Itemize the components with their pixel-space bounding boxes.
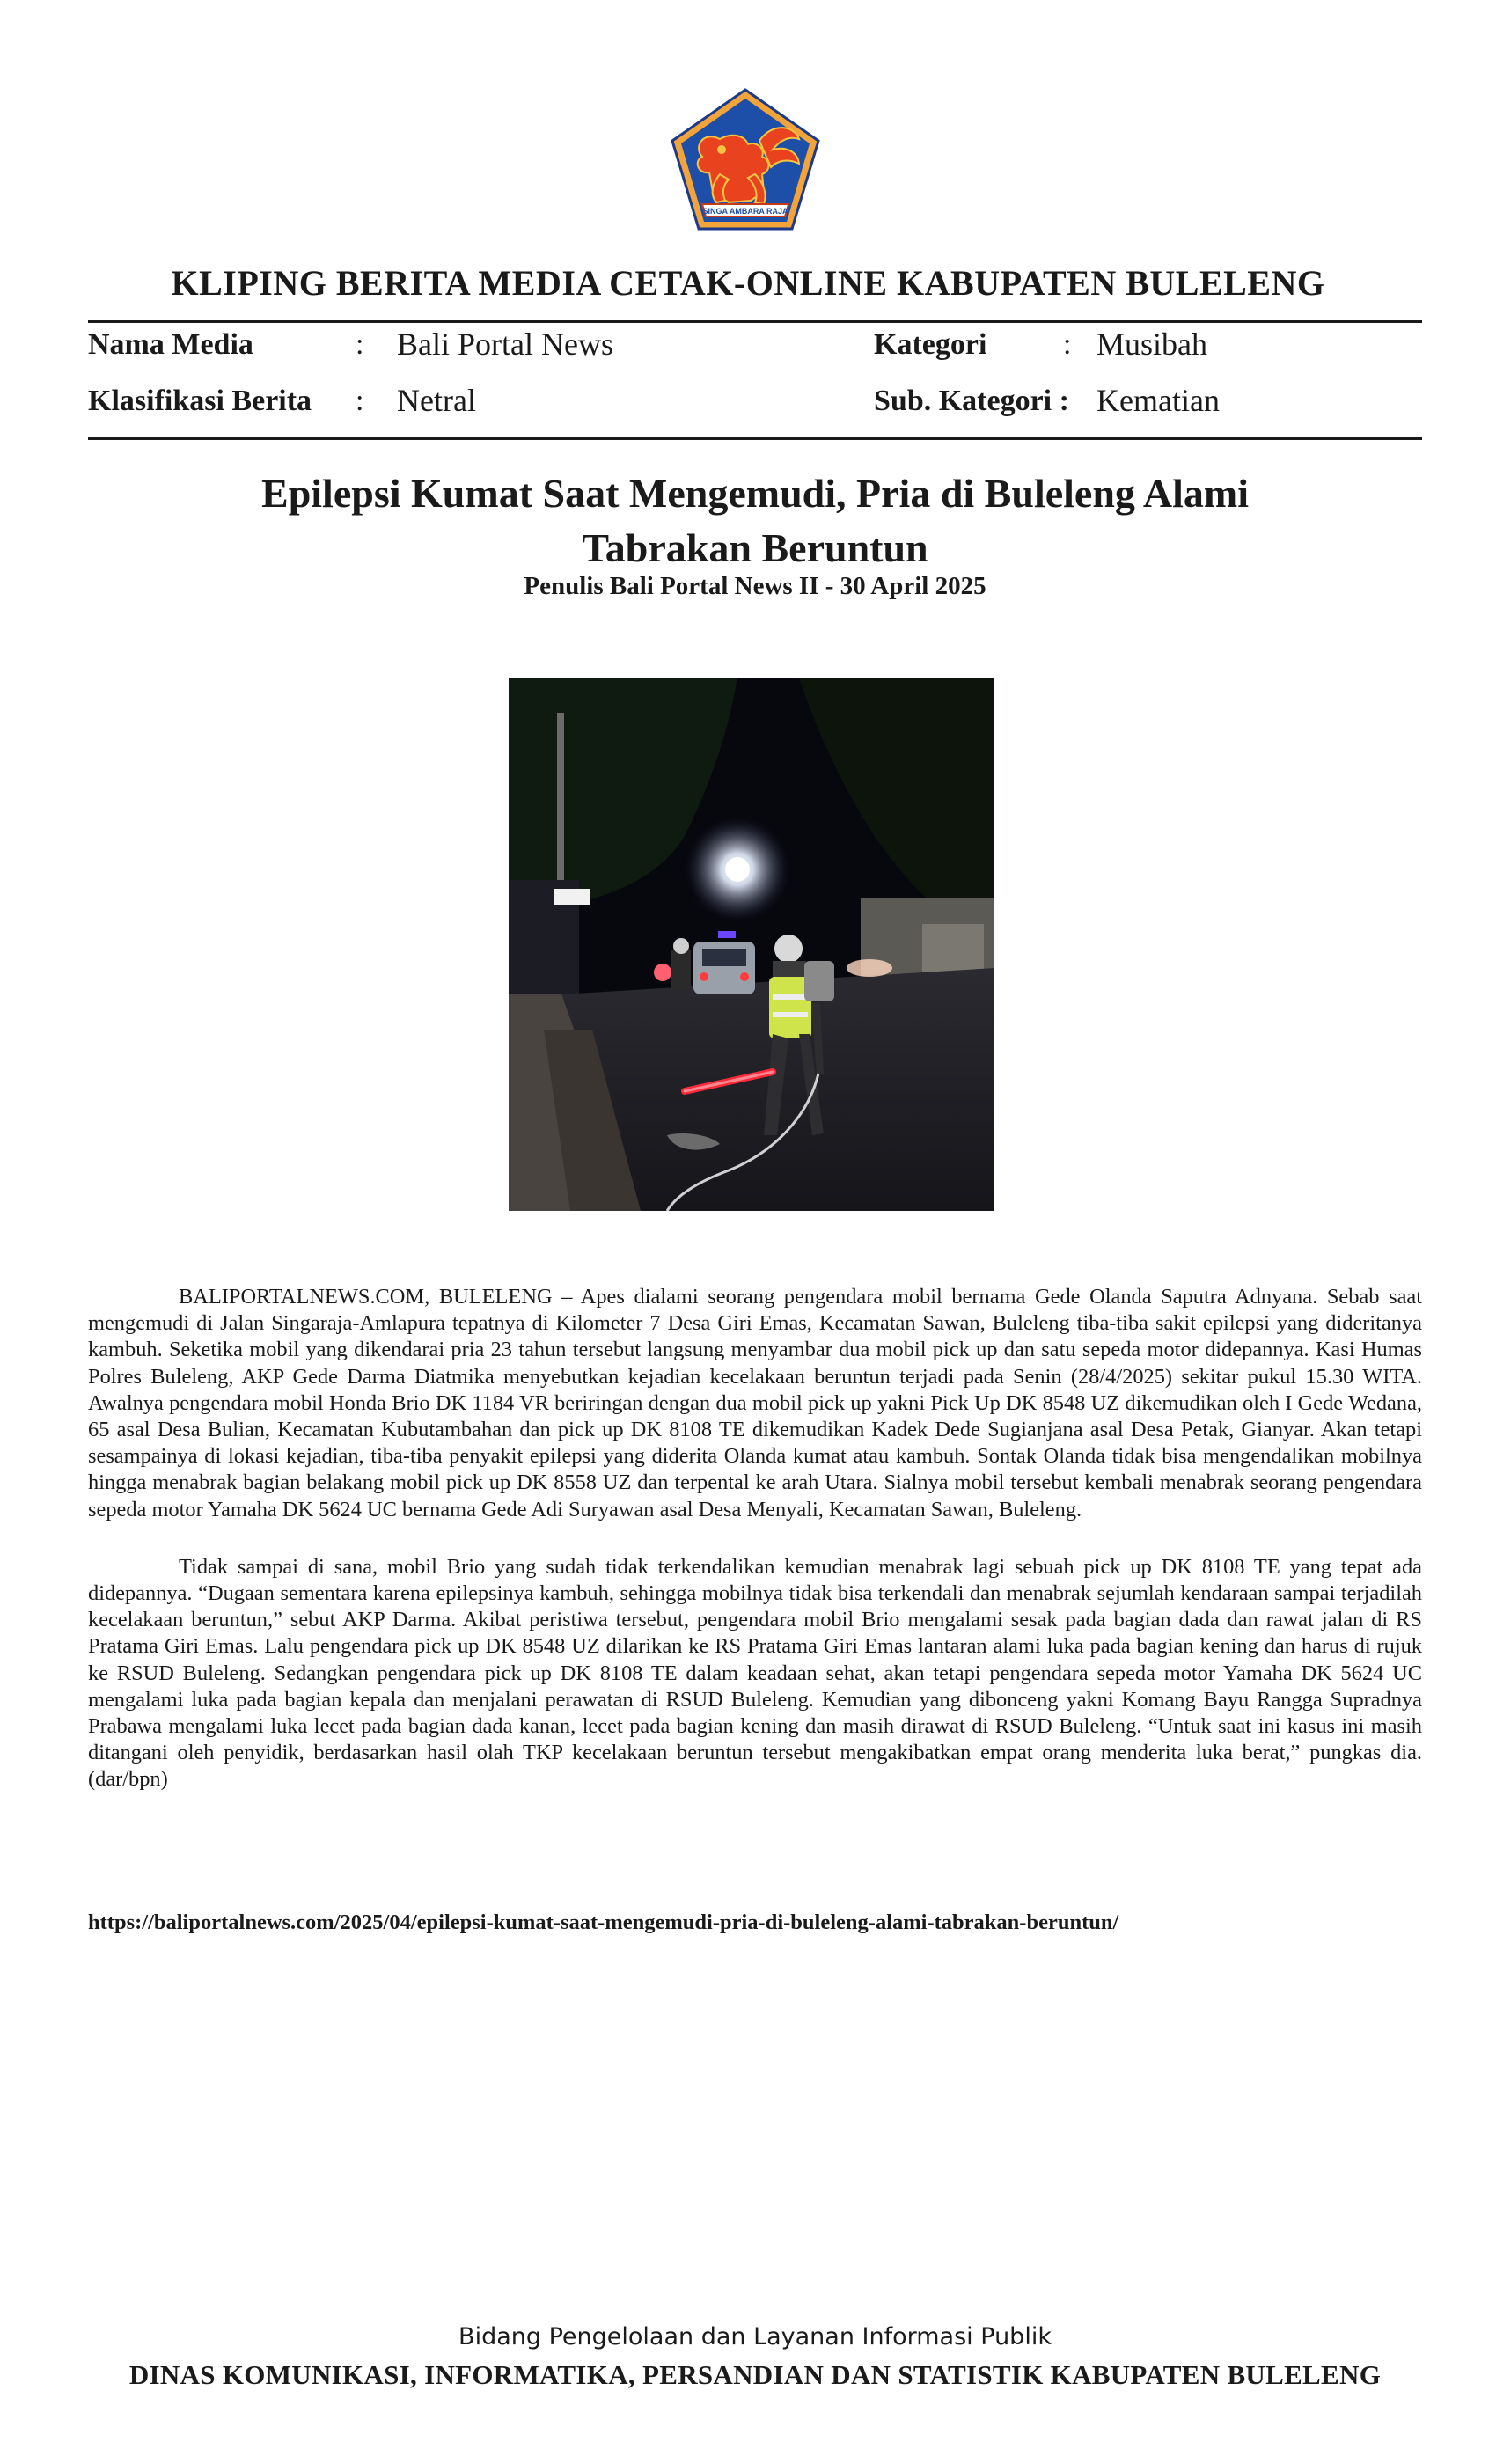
media-name-value: Bali Portal News: [397, 326, 613, 362]
header-top-rule: [88, 320, 1422, 323]
article-body: [88, 1284, 1422, 1824]
buleleng-emblem-logo: [667, 86, 824, 236]
footer-agency: DINAS KOMUNIKASI, INFORMATIKA, PERSANDIAN DAN STATISTIK KABUPATEN BULELENG: [128, 2359, 1382, 2390]
article-title: [176, 466, 1334, 576]
article-title-line-2: Tabrakan Beruntun: [582, 525, 928, 570]
klasifikasi-value: Netral: [397, 383, 476, 418]
kategori-label: Kategori: [874, 328, 987, 361]
media-name-label: Nama Media: [88, 328, 253, 361]
article-title-line-1: Epilepsi Kumat Saat Mengemudi, Pria di Buleleng Alami: [261, 471, 1249, 516]
article-paragraph-1: BALIPORTALNEWS.COM, BULELENG – Apes dialami seorang pengendara mobil bernama Gede Olanda Saputra Adnyana. Sebab saat mengemudi di Jalan Singaraja-Amlapura tepatnya di Kilometer 7 Desa Giri Emas, Kecamatan Sawan, Buleleng tiba-tiba sakit epilepsi yang dideritanya kambuh. Seketika mobil yang dikendarai pria 23 tahun tersebut langsung menyambar dua mobil pick up dan satu sepeda motor didepannya. Kasi Humas Polres Buleleng, AKP Gede Darma Diatmika menyebutkan kejadian kecelakaan beruntun terjadi pada Senin (28/4/2025) sekitar pukul 15.30 WITA. Awalnya pengendara mobil Honda Brio DK 1184 VR beriringan dengan dua mobil pick up yakni Pick Up DK 8548 UZ dikemudikan oleh I Gede Wedana, 65 asal Desa Bulian, Kecamatan Kubutambahan dan pick up DK 8108 TE dikemudikan Kadek Dede Sugianjana asal Desa Petak, Gianyar. Akan tetapi sesampainya di lokasi kejadian, tiba-tiba penyakit epilepsi yang diderita Olanda kumat atau kambuh. Sontak Olanda tidak bisa mengendalikan mobilnya hingga menabrak bagian belakang mobil pick up DK 8558 UZ dan terpental ke arah Utara. Sialnya mobil tersebut kembali menabrak seorang pengendara sepeda motor Yamaha DK 5624 UC bernama Gede Adi Suryawan asal Desa Menyali, Kecamatan Sawan, Buleleng.: [88, 1285, 1422, 1522]
klasifikasi-label: Klasifikasi Berita: [88, 385, 312, 417]
article-paragraph-2: Tidak sampai di sana, mobil Brio yang sudah tidak terkendalikan kemudian menabrak lagi sebuah pick up DK 8108 TE yang tepat ada didepannya. “Dugaan sementara karena epilepsinya kambuh, sehingga mobilnya tidak bisa terkendali dan menabrak sejumlah kendaraan sampai terjadilah kecelakaan beruntun,” sebut AKP Darma. Akibat peristiwa tersebut, pengendara mobil Brio mengalami sesak pada bagian dada dan rawat jalan di RS Pratama Giri Emas. Lalu pengendara pick up DK 8548 UZ dilarikan ke RS Pratama Giri Emas lantaran alami luka pada bagian kening dan harus di rujuk ke RSUD Buleleng. Sedangkan pengendara pick up DK 8108 TE dalam keadaan sehat, akan tetapi pengendara sepeda motor Yamaha DK 5624 UC mengalami luka pada bagian kepala dan menjalani perawatan di RSUD Buleleng. Kemudian yang dibonceng yakni Komang Bayu Rangga Supradnya Prabawa mengalami luka lecet pada bagian dada kanan, lecet pada bagian kening dan masih dirawat di RSUD Buleleng. “Untuk saat ini kasus ini masih ditangani oleh penyidik, berdasarkan hasil olah TKP kecelakaan beruntun tersebut mengakibatkan empat orang menderita luka berat,” pungkas dia.(dar/bpn): [88, 1554, 1422, 1792]
kategori-value: Musibah: [1096, 326, 1207, 362]
subkategori-label: Sub. Kategori :: [874, 385, 1069, 417]
emblem-motto: SINGA AMBARA RAJA: [702, 207, 788, 216]
news-photo: [509, 678, 994, 1211]
kategori-colon: :: [1063, 328, 1072, 361]
kliping-header-title: KLIPING BERITA MEDIA CETAK-ONLINE KABUPATEN BULELENG: [171, 263, 1325, 303]
header-bottom-rule: [88, 437, 1422, 440]
article-byline: Penulis Bali Portal News II - 30 April 2025: [524, 572, 986, 600]
source-url-link[interactable]: https://baliportalnews.com/2025/04/epilepsi-kumat-saat-mengemudi-pria-di-buleleng-alami-tabrakan-beruntun/: [88, 1910, 1119, 1934]
media-name-colon: :: [356, 328, 364, 361]
subkategori-value: Kematian: [1096, 383, 1220, 418]
klasifikasi-colon: :: [356, 385, 364, 417]
footer-department: Bidang Pengelolaan dan Layanan Informasi Publik: [458, 2323, 1052, 2350]
